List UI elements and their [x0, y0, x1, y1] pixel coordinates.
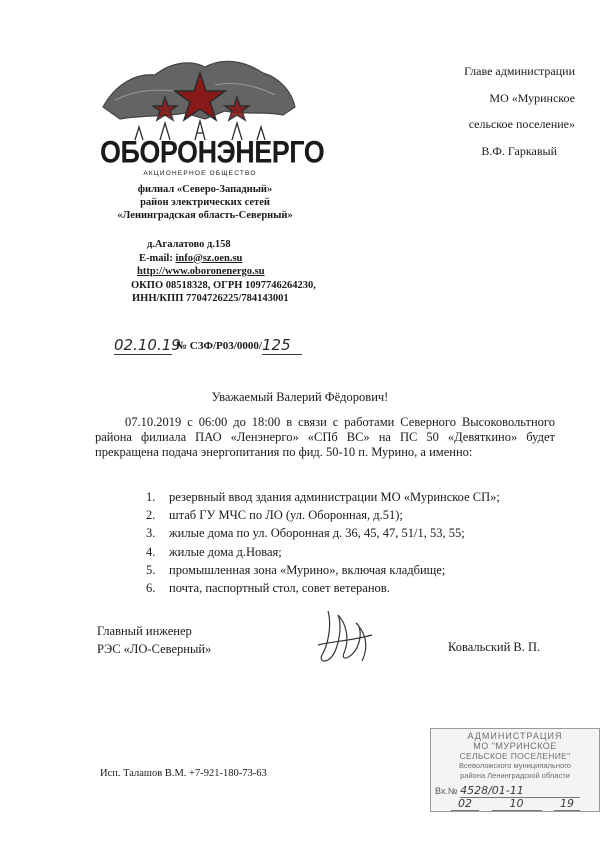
- list-item-number: 2.: [146, 508, 156, 523]
- list-item-text: почта, паспортный стол, совет ветеранов.: [169, 581, 390, 596]
- handwritten-signature-icon: [310, 605, 380, 670]
- list-item-text: промышленная зона «Мурино», включая кладбище;: [169, 562, 446, 577]
- list-item-text: жилые дома д.Новая;: [169, 544, 282, 559]
- list-item: [146, 506, 566, 524]
- stamp-date-row: [451, 797, 580, 811]
- list-item: [146, 524, 566, 542]
- signer-position-block: [97, 622, 211, 658]
- stamp-line5: района Ленинградской области: [460, 771, 570, 780]
- signer-unit: РЭС «ЛО-Северный»: [97, 642, 212, 656]
- executor-contact: Исп. Талашов В.М. +7-921-180-73-63: [100, 768, 267, 779]
- outgoing-number-value: 125: [262, 336, 302, 355]
- sender-region: «Ленинградская область-Северный»: [117, 210, 293, 221]
- sender-block: [95, 183, 315, 222]
- stamp-line4: Всеволожского муниципального: [459, 761, 571, 770]
- list-item-text: резервный ввод здания администрации МО «Муринское СП»;: [169, 490, 500, 504]
- list-item-number: 5.: [146, 562, 156, 577]
- list-item-number: 3.: [146, 526, 156, 541]
- sender-branch: филиал «Северо-Западный»: [137, 184, 273, 195]
- list-item-text: жилые дома по ул. Оборонная д. 36, 45, 47, 51/1, 53, 55;: [169, 526, 465, 541]
- stamp-line3: СЕЛЬСКОЕ ПОСЕЛЕНИЕ": [459, 751, 571, 761]
- stamp-in-row: [435, 784, 580, 798]
- incoming-registration-stamp: [430, 728, 600, 812]
- addressee-line3: сельское поселение»: [468, 117, 575, 131]
- list-item: [146, 561, 566, 579]
- list-item: [146, 488, 566, 506]
- stamp-in-number: 4528/01-11: [460, 784, 580, 798]
- logo-wordmark: ОБОРОНЭНЕРГО: [100, 134, 325, 170]
- kremlin-star-over-map-logo-icon: [95, 45, 305, 145]
- list-item: [146, 543, 566, 561]
- sender-district: район электрических сетей: [140, 197, 270, 208]
- paragraph-text: 07.10.2019 с 06:00 до 18:00 в связи с работами Северного Высоковольтного района филиала ПАО «Ленэнерго» «СПб ВС» на ПС 50 «Девяткино» будет прекращена подача энергопитания по фид. 50-10 п. Мурино, а именно:: [95, 415, 555, 459]
- greeting: Уважаемый Валерий Фёдорович!: [211, 390, 389, 404]
- stamp-line2: МО "МУРИНСКОЕ: [473, 741, 557, 751]
- contacts-block: [131, 238, 357, 306]
- letter-paragraph: [95, 415, 555, 460]
- addressee-line2: МО «Муринское: [489, 90, 575, 105]
- list-item: [146, 579, 566, 597]
- outgoing-date: 02.10.19: [114, 336, 181, 354]
- stamp-date-day: 02: [451, 797, 479, 811]
- list-item-number: 4.: [146, 544, 156, 559]
- logo-subtitle: АКЦИОНЕРНОЕ ОБЩЕСТВО: [143, 170, 257, 177]
- outgoing-prefix: № СЗФ/Р03/0000/: [176, 340, 262, 352]
- outgoing-number: [110, 336, 330, 358]
- inn-kpp: ИНН/КПП 7704726225/784143001: [132, 293, 289, 304]
- website-link[interactable]: http://www.oboronenergo.su: [137, 266, 265, 277]
- okpo-ogrn: ОКПО 08518328, ОГРН 1097746264230,: [131, 279, 316, 291]
- signer-position: Главный инженер: [97, 624, 192, 638]
- stamp-line1: АДМИНИСТРАЦИЯ: [467, 731, 563, 741]
- email-line: [137, 252, 357, 266]
- email-label: E-mail:: [139, 252, 176, 264]
- list-item-number: 6.: [146, 581, 156, 596]
- stamp-date-year: 19: [554, 797, 580, 811]
- addressee-block: [405, 58, 575, 164]
- sender-address: д.Агалатово д.158: [147, 239, 231, 250]
- signer-name: Ковальский В. П.: [448, 640, 541, 654]
- list-item-number: 1.: [146, 490, 156, 504]
- addressee-name: В.Ф. Гаркавый: [481, 143, 557, 158]
- list-item-text: штаб ГУ МЧС по ЛО (ул. Оборонная, д.51);: [169, 508, 403, 523]
- outage-list: [146, 488, 566, 597]
- email-link[interactable]: info@sz.oen.su: [175, 252, 243, 264]
- stamp-date-month: 10: [492, 797, 542, 811]
- stamp-in-label: Вх.№: [435, 786, 458, 796]
- addressee-line1: Главе администрации: [464, 64, 575, 78]
